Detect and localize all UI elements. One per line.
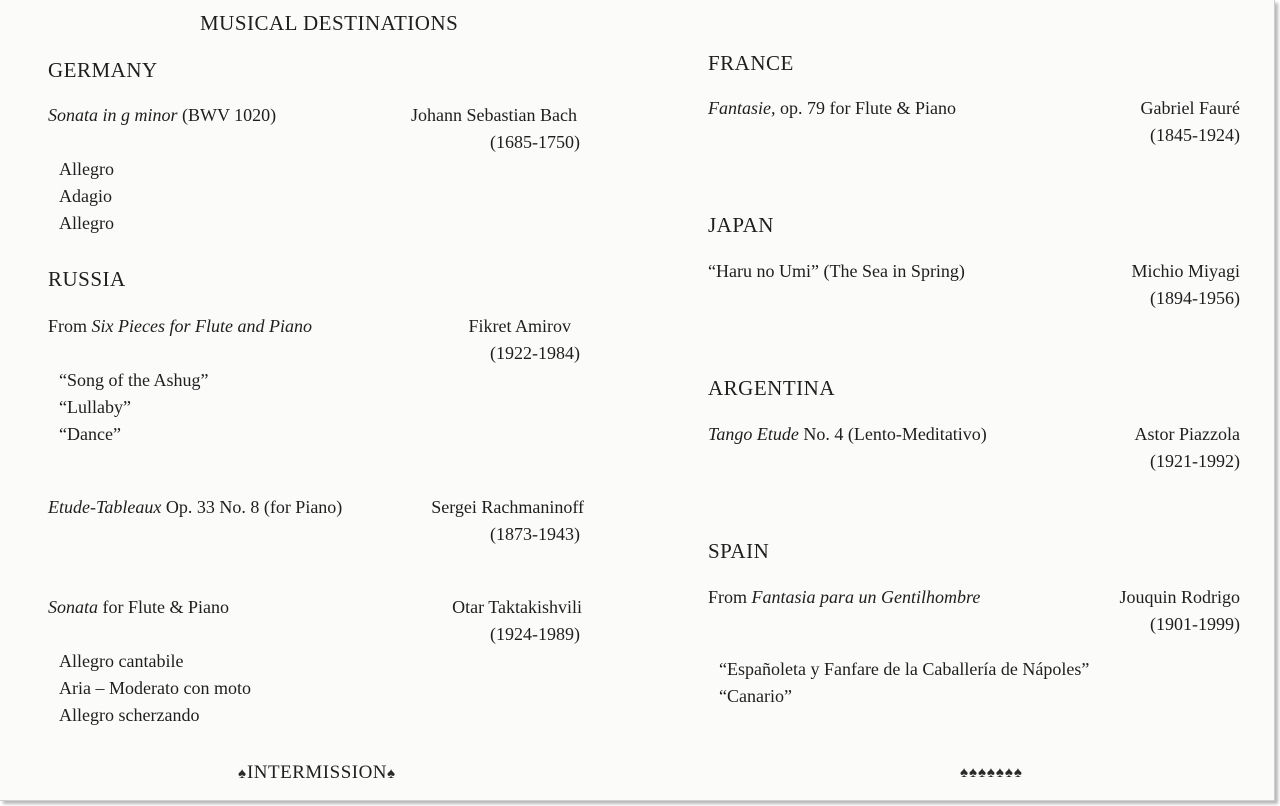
piece-prefix: From xyxy=(708,587,752,607)
dates-amirov: (1922-1984) xyxy=(490,343,580,363)
piece-catalog: (BWV 1020) xyxy=(177,105,277,125)
piece-rachmaninoff xyxy=(48,496,342,518)
left-ornament-icon: ♠ xyxy=(238,766,247,782)
piece-title: Etude-Tableaux xyxy=(48,497,162,517)
piece-piazzola xyxy=(708,423,987,445)
piece-taktakishvili xyxy=(48,596,229,618)
piece-detail: for Flute & Piano xyxy=(98,597,230,617)
composer-amirov: Fikret Amirov xyxy=(468,316,571,336)
movement: Allegro scherzando xyxy=(59,705,200,725)
dates-bach: (1685-1750) xyxy=(490,132,580,152)
heading-argentina: ARGENTINA xyxy=(708,376,835,400)
heading-germany: GERMANY xyxy=(48,58,158,82)
movement: Allegro xyxy=(59,159,114,179)
right-ornament-icon: ♠ xyxy=(387,766,396,782)
movement: Allegro cantabile xyxy=(59,651,184,671)
heading-spain: SPAIN xyxy=(708,539,770,563)
composer-faure: Gabriel Fauré xyxy=(1140,98,1240,118)
composer-rodrigo: Jouquin Rodrigo xyxy=(1119,587,1240,607)
composer-taktakishvili: Otar Taktakishvili xyxy=(452,597,582,617)
piece-rodrigo xyxy=(708,586,980,608)
program-title: MUSICAL DESTINATIONS xyxy=(200,11,459,35)
piece-title: Sonata in g minor xyxy=(48,105,178,125)
intermission-label: INTERMISSION xyxy=(246,762,388,783)
dates-rachmaninoff: (1873-1943) xyxy=(490,524,580,544)
piece-title: Sonata xyxy=(48,597,99,617)
heading-france: FRANCE xyxy=(708,51,794,75)
movement: “Song of the Ashug” xyxy=(59,370,209,390)
heading-russia: RUSSIA xyxy=(48,267,126,291)
composer-piazzola: Astor Piazzola xyxy=(1134,424,1240,444)
piece-prefix: From xyxy=(48,316,92,336)
piece-title: Tango Etude xyxy=(708,424,799,444)
heading-japan: JAPAN xyxy=(708,213,774,237)
piece-bach-sonata xyxy=(48,104,276,126)
piece-title: Fantasia para un Gentilhombre xyxy=(751,587,981,607)
dates-taktakishvili: (1924-1989) xyxy=(490,624,580,644)
piece-title: Fantasie, xyxy=(708,98,776,118)
dates-rodrigo: (1901-1999) xyxy=(1150,614,1240,634)
piece-amirov xyxy=(48,315,312,337)
composer-bach: Johann Sebastian Bach xyxy=(411,105,577,125)
piece-detail: No. 4 (Lento-Meditativo) xyxy=(798,424,987,444)
piece-title: Six Pieces for Flute and Piano xyxy=(91,316,312,336)
dates-miyagi: (1894-1956) xyxy=(1150,288,1240,308)
piece-detail: Op. 33 No. 8 (for Piano) xyxy=(161,497,343,517)
piece-detail: op. 79 for Flute & Piano xyxy=(775,98,956,118)
movement: Adagio xyxy=(59,186,112,206)
intermission xyxy=(238,761,396,785)
movement: Allegro xyxy=(59,213,114,233)
composer-miyagi: Michio Miyagi xyxy=(1131,261,1240,281)
movement: Aria – Moderato con moto xyxy=(59,678,251,698)
piece-miyagi: “Haru no Umi” (The Sea in Spring) xyxy=(708,261,965,281)
movement: “Lullaby” xyxy=(59,397,131,417)
dates-faure: (1845-1924) xyxy=(1150,125,1240,145)
composer-rachmaninoff: Sergei Rachmaninoff xyxy=(431,497,584,517)
piece-faure xyxy=(708,97,956,119)
dates-piazzola: (1921-1992) xyxy=(1150,451,1240,471)
movement: “Canario” xyxy=(719,686,792,706)
movement: “Dance” xyxy=(59,424,121,444)
movement: “Españoleta y Fanfare de la Caballería de Nápoles” xyxy=(719,659,1090,679)
ornament-row-icon: ♠♠♠♠♠♠♠ xyxy=(960,765,1023,781)
